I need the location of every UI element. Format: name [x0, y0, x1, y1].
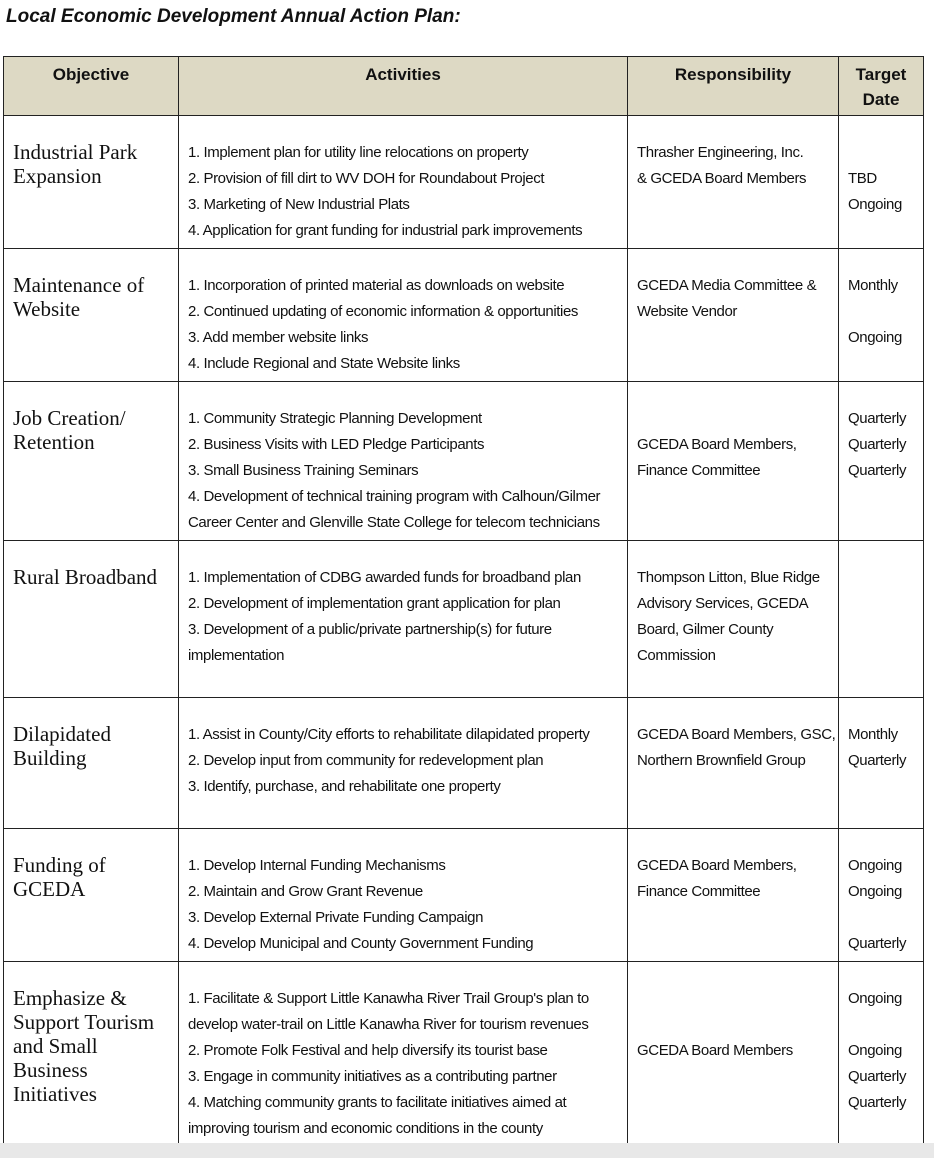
responsibility-line [637, 406, 834, 432]
target-date-cell [839, 249, 924, 382]
activity-line: 4. Development of technical training program with Calhoun/Gilmer [188, 488, 601, 505]
responsibility-cell [628, 829, 839, 962]
responsibility-cell [628, 382, 839, 541]
table-row [4, 829, 924, 962]
objective-cell: Rural Broadband [4, 541, 179, 698]
header-activities: Activities [179, 57, 628, 116]
activity-line: 2. Business Visits with LED Pledge Participants [188, 436, 485, 453]
activity-line: 4. Application for grant funding for industrial park improvements [188, 222, 583, 239]
activity-line: 1. Assist in County/City efforts to rehabilitate dilapidated property [188, 726, 590, 743]
document-title: Local Economic Development Annual Action Plan: [6, 6, 461, 27]
objective-cell: Funding of GCEDA [4, 829, 179, 962]
target-date-line [848, 484, 921, 510]
activities-cell [179, 829, 628, 962]
activity-line: 2. Develop input from community for redevelopment plan [188, 752, 544, 769]
table-header-row [4, 57, 924, 116]
activity-line: 2. Development of implementation grant application for plan [188, 595, 561, 612]
target-date-line: Quarterly [848, 410, 907, 427]
header-responsibility: Responsibility [628, 57, 839, 116]
activity-line: 4. Develop Municipal and County Government Funding [188, 935, 534, 952]
target-date-line [848, 774, 921, 800]
activities-cell [179, 541, 628, 698]
target-date-line: TBD [848, 170, 877, 187]
activity-line: 3. Small Business Training Seminars [188, 462, 419, 479]
activity-line: 3. Development of a public/private partnership(s) for future [188, 621, 552, 638]
target-date-line [848, 591, 921, 617]
responsibility-line: & GCEDA Board Members [637, 170, 807, 187]
activities-cell [179, 116, 628, 249]
table-row [4, 382, 924, 541]
table-row [4, 249, 924, 382]
target-date-cell [839, 541, 924, 698]
activities-cell [179, 382, 628, 541]
target-date-line: Quarterly [848, 436, 907, 453]
activity-line: 1. Develop Internal Funding Mechanisms [188, 857, 446, 874]
activity-line: 4. Include Regional and State Website links [188, 355, 460, 372]
header-target-date: Target Date [839, 57, 924, 116]
activity-line: 2. Promote Folk Festival and help diversify its tourist base [188, 1042, 548, 1059]
responsibility-line: GCEDA Board Members, [637, 857, 797, 874]
target-date-cell [839, 698, 924, 829]
activity-line: 3. Develop External Private Funding Campaign [188, 909, 484, 926]
activity-line: 1. Implement plan for utility line relocations on property [188, 144, 529, 161]
responsibility-line: Finance Committee [637, 462, 761, 479]
activity-line: 3. Add member website links [188, 329, 369, 346]
target-date-cell [839, 962, 924, 1156]
activity-line: 1. Community Strategic Planning Development [188, 410, 482, 427]
activity-line: 2. Provision of fill dirt to WV DOH for Roundabout Project [188, 170, 545, 187]
target-date-line: Ongoing [848, 857, 902, 874]
responsibility-cell [628, 698, 839, 829]
responsibility-line [637, 986, 834, 1012]
activity-line: 3. Engage in community initiatives as a contributing partner [188, 1068, 557, 1085]
responsibility-line: Thompson Litton, Blue Ridge [637, 569, 820, 586]
activity-line: develop water-trail on Little Kanawha River for tourism revenues [188, 1016, 589, 1033]
target-date-line [848, 643, 921, 669]
target-date-line: Monthly [848, 726, 898, 743]
objective-cell: Dilapidated Building [4, 698, 179, 829]
responsibility-line: GCEDA Media Committee & [637, 277, 817, 294]
activity-line: 4. Matching community grants to facilitate initiatives aimed at [188, 1094, 567, 1111]
responsibility-line: GCEDA Board Members [637, 1042, 793, 1059]
target-date-line: Monthly [848, 277, 898, 294]
responsibility-cell [628, 962, 839, 1156]
table-body [4, 116, 924, 1156]
responsibility-line: Website Vendor [637, 303, 738, 320]
table-row [4, 541, 924, 698]
target-date-line [848, 299, 921, 325]
responsibility-line: Board, Gilmer County [637, 621, 774, 638]
table-row [4, 698, 924, 829]
activity-line: 1. Facilitate & Support Little Kanawha River Trail Group's plan to [188, 990, 589, 1007]
target-date-line [848, 218, 921, 244]
header-objective: Objective [4, 57, 179, 116]
activity-line: 2. Maintain and Grow Grant Revenue [188, 883, 423, 900]
responsibility-cell [628, 116, 839, 249]
activity-line: 1. Implementation of CDBG awarded funds for broadband plan [188, 569, 581, 586]
target-date-line [848, 140, 921, 166]
responsibility-line: Northern Brownfield Group [637, 752, 806, 769]
objective-cell: Industrial Park Expansion [4, 116, 179, 249]
target-date-line: Ongoing [848, 883, 902, 900]
target-date-line [848, 351, 921, 377]
target-date-line: Quarterly [848, 752, 907, 769]
activity-line: 2. Continued updating of economic information & opportunities [188, 303, 579, 320]
target-date-line [848, 905, 921, 931]
responsibility-line: GCEDA Board Members, [637, 436, 797, 453]
activity-line: 3. Marketing of New Industrial Plats [188, 196, 410, 213]
responsibility-line: Advisory Services, GCEDA [637, 595, 809, 612]
objective-cell: Maintenance of Website [4, 249, 179, 382]
responsibility-line: Commission [637, 647, 716, 664]
activities-cell [179, 962, 628, 1156]
target-date-line [848, 617, 921, 643]
bottom-edge-strip [0, 1143, 934, 1158]
target-date-line [848, 1012, 921, 1038]
target-date-cell [839, 382, 924, 541]
responsibility-line: GCEDA Board Members, GSC, [637, 726, 836, 743]
target-date-line: Quarterly [848, 935, 907, 952]
objective-cell: Job Creation/ Retention [4, 382, 179, 541]
target-date-line: Ongoing [848, 196, 902, 213]
responsibility-line [637, 1012, 834, 1038]
table-row [4, 116, 924, 249]
target-date-line: Ongoing [848, 990, 902, 1007]
activity-line: implementation [188, 647, 285, 664]
target-date-cell [839, 116, 924, 249]
responsibility-line: Finance Committee [637, 883, 761, 900]
target-date-cell [839, 829, 924, 962]
objective-cell: Emphasize & Support Tourism and Small Business Initiatives [4, 962, 179, 1156]
target-date-line: Quarterly [848, 1068, 907, 1085]
responsibility-cell [628, 541, 839, 698]
table-row [4, 962, 924, 1156]
action-plan-table [3, 56, 924, 1156]
responsibility-line: Thrasher Engineering, Inc. [637, 144, 804, 161]
activity-line: 1. Incorporation of printed material as downloads on website [188, 277, 565, 294]
target-date-line: Ongoing [848, 1042, 902, 1059]
target-date-line [848, 565, 921, 591]
activities-cell [179, 698, 628, 829]
responsibility-cell [628, 249, 839, 382]
target-date-line: Quarterly [848, 1094, 907, 1111]
activity-line: 3. Identify, purchase, and rehabilitate one property [188, 778, 501, 795]
activity-line: improving tourism and economic conditions in the county [188, 1120, 543, 1137]
target-date-line: Ongoing [848, 329, 902, 346]
activities-cell [179, 249, 628, 382]
target-date-line: Quarterly [848, 462, 907, 479]
activity-line: Career Center and Glenville State College for telecom technicians [188, 514, 600, 531]
